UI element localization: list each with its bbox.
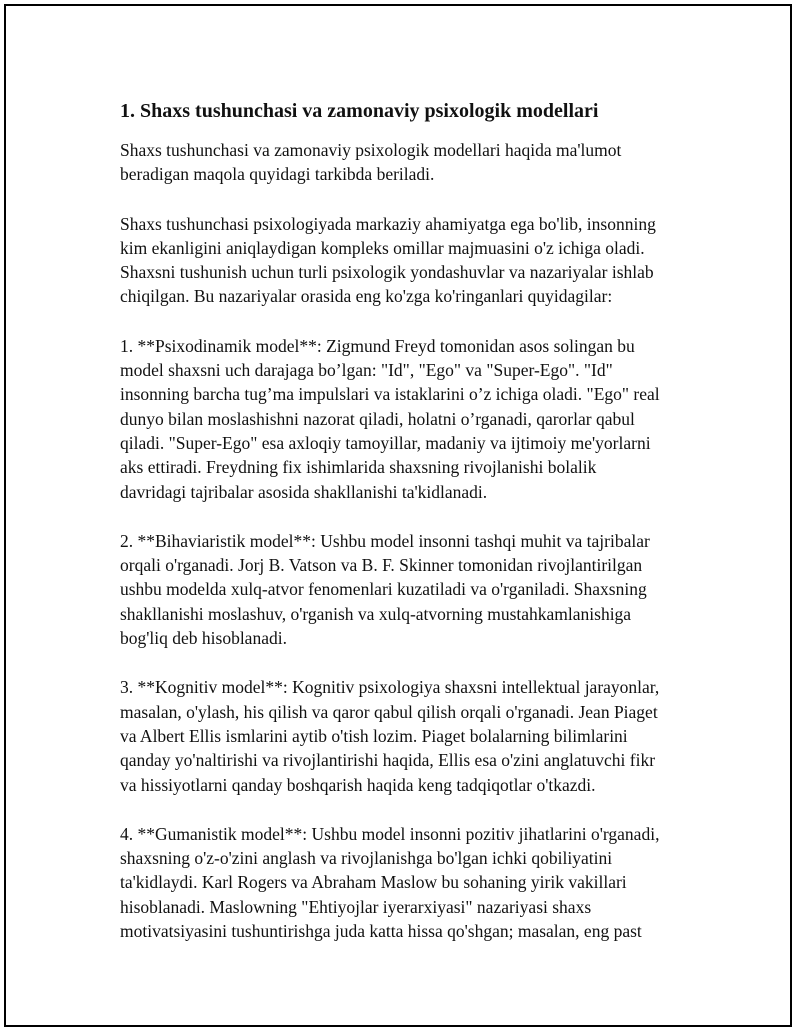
psychodynamic-model-paragraph: 1. **Psixodinamik model**: Zigmund Freyd tomonidan asos solingan bu model shaxsni uch darajaga bo’lgan: "Id", "Ego" va "Super-Ego". "Id" insonning barcha tug’ma impulslari va istaklarini o’z ichiga oladi. "Ego" real dunyo bilan moslashishni nazorat qiladi, holatni o’rganadi, qarorlar qabul qiladi. "Super-Ego" esa axloqiy tamoyillar, madaniy va ijtimoiy me'yorlarni aks ettiradi. Freydning fix ishimlarida shaxsning rivojlanishi bolalik davridagi tajribalar asosida shakllanishi ta'kidlanadi. [120,335,660,502]
definition-paragraph: Shaxs tushunchasi psixologiyada markaziy ahamiyatga ega bo'lib, insonning kim ekanligini aniqlaydigan kompleks omillar majmuasini o'z ichiga oladi. Shaxsni tushunish uchun turli psixologik yondashuvlar va nazariyalar ishlab chiqilgan. Bu nazariyalar orasida eng ko'zga ko'ringanlari quyidagilar: [120,213,656,307]
document-title: 1. Shaxs tushunchasi va zamonaviy psixologik modellari [120,100,599,122]
behaviorist-model-paragraph: 2. **Bihaviaristik model**: Ushbu model insonni tashqi muhit va tajribalar orqali o'rganadi. Jorj B. Vatson va B. F. Skinner tomonidan rivojlantirilgan ushbu modelda xulq-atvor fenomenlari kuzatiladi va o'rganiladi. Shaxsning shakllanishi moslashuv, o'rganish va xulq-atvorning mustahkamlanishiga bog'liq deb hisoblanadi. [120,530,650,649]
humanistic-model-paragraph: 4. **Gumanistik model**: Ushbu model insonni pozitiv jihatlarini o'rganadi, shaxsning o'z-o'zini anglash va rivojlanishga bo'lgan ichki qobiliyatini ta'kidlaydi. Karl Rogers va Abraham Maslow bu sohaning yirik vakillari hisoblanadi. Maslowning "Ehtiyojlar iyerarxiyasi" nazariyasi shaxs motivatsiyasini tushuntirishga juda katta hissa qo'shgan; masalan, eng past [120,823,660,942]
document-body [120,98,720,968]
page-frame [4,4,792,1027]
intro-paragraph: Shaxs tushunchasi va zamonaviy psixologik modellari haqida ma'lumot beradigan maqola quyidagi tarkibda beriladi. [120,140,622,185]
cognitive-model-paragraph: 3. **Kognitiv model**: Kognitiv psixologiya shaxsni intellektual jarayonlar, masalan, o'ylash, his qilish va qaror qabul qilish orqali o'rganadi. Jean Piaget va Albert Ellis ismlarini aytib o'tish lozim. Piaget bolalarning bilimlarini qanday yo'naltirishi va rivojlantirishi haqida, Ellis esa o'zini anglatuvchi fikr va hissiyotlarni qanday boshqarish haqida keng tadqiqotlar o'tkazdi. [120,677,660,795]
